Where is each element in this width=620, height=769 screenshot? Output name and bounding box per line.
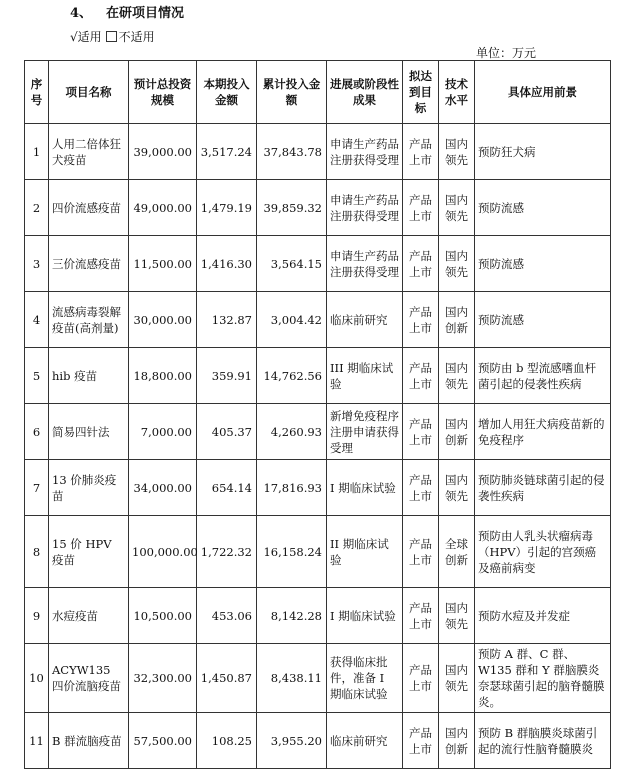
cell-level: 国内领先 — [439, 348, 475, 404]
cell-progress: 获得临床批件，准备 I 期临床试验 — [327, 644, 403, 713]
cell-name: 15 价 HPV 疫苗 — [49, 516, 129, 588]
cell-current: 1,450.87 — [197, 644, 257, 713]
cell-progress: 申请生产药品注册获得受理 — [327, 236, 403, 292]
header-col-level: 技术水平 — [439, 61, 475, 124]
cell-cumulative: 37,843.78 — [257, 124, 327, 180]
cell-prospect: 预防 B 群脑膜炎球菌引起的流行性脑脊髓膜炎 — [475, 713, 611, 769]
cell-progress: 申请生产药品注册获得受理 — [327, 124, 403, 180]
cell-no: 7 — [25, 460, 49, 516]
cell-no: 9 — [25, 588, 49, 644]
section-number: 4、 — [70, 6, 93, 21]
cell-level: 国内领先 — [439, 236, 475, 292]
applicable-label: 适用 — [77, 30, 102, 44]
table-row — [25, 460, 611, 516]
table-row — [25, 348, 611, 404]
cell-current: 132.87 — [197, 292, 257, 348]
cell-current: 359.91 — [197, 348, 257, 404]
cell-level: 国内领先 — [439, 644, 475, 713]
cell-goal: 产品上市 — [403, 404, 439, 460]
cell-name: hib 疫苗 — [49, 348, 129, 404]
header-col-current: 本期投入金额 — [197, 61, 257, 124]
cell-total: 100,000.00 — [129, 516, 197, 588]
cell-total: 39,000.00 — [129, 124, 197, 180]
cell-total: 7,000.00 — [129, 404, 197, 460]
cell-progress: I 期临床试验 — [327, 460, 403, 516]
table-row — [25, 588, 611, 644]
cell-no: 6 — [25, 404, 49, 460]
cell-goal: 产品上市 — [403, 348, 439, 404]
cell-cumulative: 14,762.56 — [257, 348, 327, 404]
cell-total: 10,500.00 — [129, 588, 197, 644]
cell-level: 国内领先 — [439, 180, 475, 236]
cell-name: 13 价肺炎疫苗 — [49, 460, 129, 516]
cell-current: 453.06 — [197, 588, 257, 644]
cell-name: 水痘疫苗 — [49, 588, 129, 644]
cell-progress: III 期临床试验 — [327, 348, 403, 404]
header-col-name: 项目名称 — [49, 61, 129, 124]
header-col-goal: 拟达到目标 — [403, 61, 439, 124]
cell-name: 简易四针法 — [49, 404, 129, 460]
cell-prospect: 预防狂犬病 — [475, 124, 611, 180]
cell-name: 流感病毒裂解疫苗(高剂量) — [49, 292, 129, 348]
cell-level: 国内创新 — [439, 292, 475, 348]
applicability-line — [70, 28, 155, 45]
header-col-prospect: 具体应用前景 — [475, 61, 611, 124]
cell-total: 34,000.00 — [129, 460, 197, 516]
table-header-row — [25, 61, 611, 124]
cell-total: 32,300.00 — [129, 644, 197, 713]
header-col-progress: 进展或阶段性成果 — [327, 61, 403, 124]
cell-goal: 产品上市 — [403, 180, 439, 236]
cell-no: 8 — [25, 516, 49, 588]
cell-goal: 产品上市 — [403, 516, 439, 588]
cell-prospect: 预防流感 — [475, 292, 611, 348]
cell-level: 国内创新 — [439, 713, 475, 769]
cell-prospect: 预防由 b 型流感嗜血杆菌引起的侵袭性疾病 — [475, 348, 611, 404]
cell-name: 四价流感疫苗 — [49, 180, 129, 236]
cell-no: 2 — [25, 180, 49, 236]
cell-progress: 临床前研究 — [327, 713, 403, 769]
cell-goal: 产品上市 — [403, 588, 439, 644]
cell-prospect: 预防 A 群、C 群、W135 群和 Y 群脑膜炎奈瑟球菌引起的脑脊髓膜炎。 — [475, 644, 611, 713]
cell-prospect: 预防水痘及并发症 — [475, 588, 611, 644]
cell-prospect: 预防由人乳头状瘤病毒（HPV）引起的宫颈癌及癌前病变 — [475, 516, 611, 588]
cell-level: 全球创新 — [439, 516, 475, 588]
cell-no: 3 — [25, 236, 49, 292]
section-heading — [70, 2, 184, 21]
cell-level: 国内领先 — [439, 588, 475, 644]
cell-no: 10 — [25, 644, 49, 713]
cell-cumulative: 3,004.42 — [257, 292, 327, 348]
cell-no: 1 — [25, 124, 49, 180]
table-body — [25, 124, 611, 769]
cell-current: 108.25 — [197, 713, 257, 769]
cell-progress: 申请生产药品注册获得受理 — [327, 180, 403, 236]
cell-no: 4 — [25, 292, 49, 348]
unchecked-box-icon — [106, 31, 117, 42]
cell-no: 5 — [25, 348, 49, 404]
table-row — [25, 292, 611, 348]
cell-progress: 临床前研究 — [327, 292, 403, 348]
cell-name: 人用二倍体狂犬疫苗 — [49, 124, 129, 180]
cell-goal: 产品上市 — [403, 236, 439, 292]
projects-table — [24, 60, 611, 769]
cell-goal: 产品上市 — [403, 644, 439, 713]
cell-current: 1,722.32 — [197, 516, 257, 588]
cell-progress: II 期临床试验 — [327, 516, 403, 588]
table-row — [25, 644, 611, 713]
section-title: 在研项目情况 — [106, 6, 185, 21]
cell-prospect: 预防流感 — [475, 180, 611, 236]
cell-total: 49,000.00 — [129, 180, 197, 236]
header-col-total: 预计总投资规模 — [129, 61, 197, 124]
cell-progress: 新增免疫程序注册申请获得受理 — [327, 404, 403, 460]
cell-prospect: 预防肺炎链球菌引起的侵袭性疾病 — [475, 460, 611, 516]
cell-current: 654.14 — [197, 460, 257, 516]
cell-cumulative: 17,816.93 — [257, 460, 327, 516]
check-mark-icon: √ — [70, 30, 78, 44]
table-row — [25, 236, 611, 292]
table-row — [25, 180, 611, 236]
cell-cumulative: 3,955.20 — [257, 713, 327, 769]
table-row — [25, 124, 611, 180]
cell-current: 3,517.24 — [197, 124, 257, 180]
cell-total: 18,800.00 — [129, 348, 197, 404]
cell-no: 11 — [25, 713, 49, 769]
cell-cumulative: 8,142.28 — [257, 588, 327, 644]
cell-current: 1,479.19 — [197, 180, 257, 236]
cell-goal: 产品上市 — [403, 124, 439, 180]
cell-goal: 产品上市 — [403, 713, 439, 769]
cell-total: 11,500.00 — [129, 236, 197, 292]
header-col-cumulative: 累计投入金额 — [257, 61, 327, 124]
cell-goal: 产品上市 — [403, 460, 439, 516]
cell-cumulative: 39,859.32 — [257, 180, 327, 236]
table-row — [25, 404, 611, 460]
cell-cumulative: 16,158.24 — [257, 516, 327, 588]
cell-level: 国内创新 — [439, 404, 475, 460]
cell-current: 1,416.30 — [197, 236, 257, 292]
cell-cumulative: 3,564.15 — [257, 236, 327, 292]
cell-goal: 产品上市 — [403, 292, 439, 348]
table-row — [25, 713, 611, 769]
cell-level: 国内领先 — [439, 460, 475, 516]
table-row — [25, 516, 611, 588]
cell-progress: I 期临床试验 — [327, 588, 403, 644]
header-col-no: 序号 — [25, 61, 49, 124]
cell-prospect: 预防流感 — [475, 236, 611, 292]
cell-level: 国内领先 — [439, 124, 475, 180]
cell-name: 三价流感疫苗 — [49, 236, 129, 292]
cell-name: B 群流脑疫苗 — [49, 713, 129, 769]
cell-total: 30,000.00 — [129, 292, 197, 348]
cell-cumulative: 8,438.11 — [257, 644, 327, 713]
cell-prospect: 增加人用狂犬病疫苗新的免疫程序 — [475, 404, 611, 460]
not-applicable-label: 不适用 — [118, 30, 155, 44]
cell-current: 405.37 — [197, 404, 257, 460]
cell-name: ACYW135 四价流脑疫苗 — [49, 644, 129, 713]
cell-cumulative: 4,260.93 — [257, 404, 327, 460]
cell-total: 57,500.00 — [129, 713, 197, 769]
unit-label: 单位：万元 — [476, 46, 537, 60]
